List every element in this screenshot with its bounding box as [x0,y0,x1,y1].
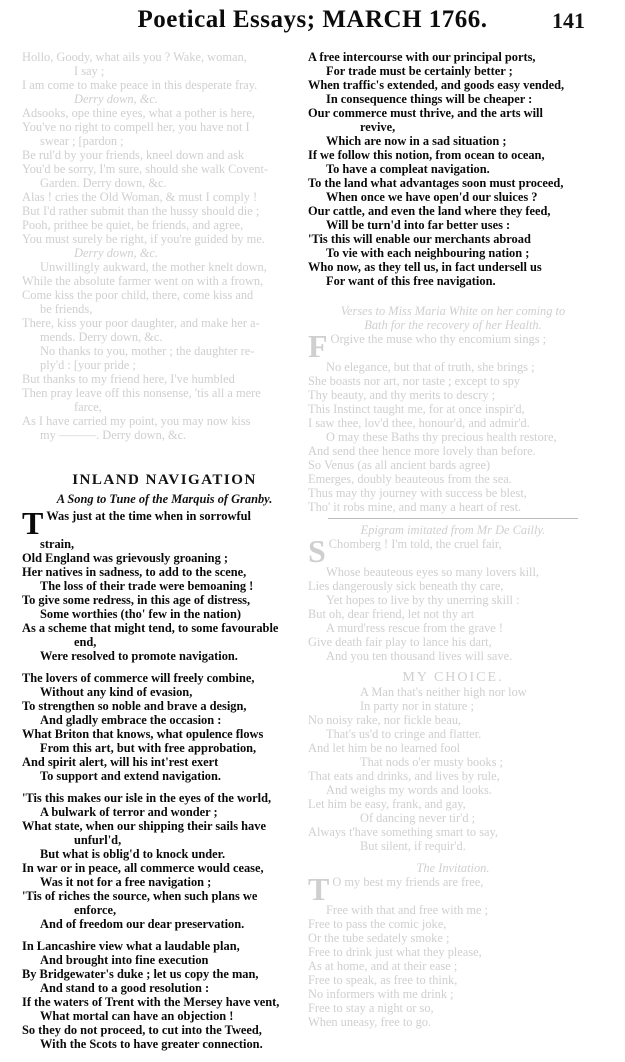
section-title: Verses to Miss Maria White on her coming to [340,304,566,318]
section-title: MY CHOICE. [402,671,504,685]
text-line: Our commerce must thrive, and the arts will [308,106,543,120]
text-line: To the land what advantages soon must proceed, [308,176,564,190]
text-line: And of freedom our dear preservation. [40,917,245,931]
text-line: Old England was grievously groaning ; [22,551,228,565]
text-line: Whose beauteous eyes so many lovers kill, [326,565,540,579]
text-line: S Chomberg ! I'm told, the cruel fair, [308,537,502,565]
text-line: If the waters of Trent with the Mersey have vent, [22,995,280,1009]
text-line: A bulwark of terror and wonder ; [40,805,218,819]
divider [328,518,578,519]
text-line: farce, [74,400,102,414]
text-line: In party nor in stature ; [360,699,474,713]
text-line: But I'd rather submit than the hussy should die ; [22,204,260,218]
text-line: The loss of their trade were bemoaning ! [40,579,254,593]
text-line: Unwillingly aukward, the mother knelt down, [40,260,267,274]
page-number: 141 [552,8,585,33]
text-line: 'Tis this makes our isle in the eyes of the world, [22,791,272,805]
text-line: strain, [40,537,75,551]
text-line: Free to speak, as free to think, [308,973,458,987]
text-line: enforce, [74,903,117,917]
text-line: When uneasy, free to go. [308,1015,432,1029]
text-line: T O my best my friends are free, [308,875,484,903]
text-line: But silent, if requir'd. [360,839,466,853]
section-title: Bath for the recovery of her Health. [364,318,542,332]
text-line: Some worthies (tho' few in the nation) [40,607,241,621]
text-line: As a scheme that might tend, to some favourable [22,621,279,635]
text-line: No informers with me drink ; [308,987,454,1001]
text-line: Our cattle, and even the land where they feed, [308,204,551,218]
text-line: As I have carried my point, you may now kiss [22,414,251,428]
text-line: Come kiss the poor child, there, come kiss and [22,288,254,302]
text-line: Tho' it robs mine, and many a heart of rest. [308,500,522,514]
text-line: But thanks to my friend here, I've humbled [22,372,235,386]
page-header [0,0,625,44]
text-line: T Was just at the time when in sorrowful [22,509,251,537]
text-line: When traffic's extended, and goods easy vended, [308,78,565,92]
text-line: A Man that's neither high nor low [360,685,527,699]
text-line: Emerges, doubly beauteous from the sea. [308,472,512,486]
text-line: In Lancashire view what a laudable plan, [22,939,240,953]
text-line: So Venus (as all ancient bards agree) [308,458,491,472]
text-line: I saw thee, lov'd thee, honour'd, and admir'd. [308,416,530,430]
text-line: Were resolved to promote navigation. [40,649,238,663]
text-line: And stand to a good resolution : [40,981,210,995]
text-line: The lovers of commerce will freely combine, [22,671,255,685]
text-line: Will be turn'd into far better uses : [326,218,511,232]
text-line: Hollo, Goody, what ails you ? Wake, woman, [22,50,247,64]
section-title: Epigram imitated from Mr De Cailly. [360,523,546,537]
text-line: be friends, [40,302,93,316]
text-line: 'Tis this will enable our merchants abroad [308,232,531,246]
text-line: Which are now in a sad situation ; [326,134,507,148]
text-line: my ———. Derry down, &c. [40,428,187,442]
text-line: With the Scots to have greater connection. [40,1037,263,1051]
text-line: What Briton that knows, what opulence flows [22,727,264,741]
text-line: Free to pass the comic joke, [308,917,447,931]
text-line: As at home, and at their ease ; [308,959,458,973]
text-line: If we follow this notion, from ocean to ocean, [308,148,545,162]
text-line: In consequence things will be cheaper : [326,92,533,106]
text-line: Always t'have something smart to say, [308,825,499,839]
text-line: Of dancing never tir'd ; [360,811,476,825]
text-line: For trade must be certainly better ; [326,64,513,78]
poem-title: INLAND NAVIGATION [72,472,257,488]
text-line: Was it not for a free navigation ; [40,875,212,889]
text-line: And spirit alert, will his int'rest exert [22,755,219,769]
text-line: That's us'd to cringe and flatter. [326,727,482,741]
text-line: No thanks to you, mother ; the daughter re- [40,344,255,358]
text-line: While the absolute farmer went on with a frown, [22,274,264,288]
text-line: O may these Baths thy precious health restore, [326,430,557,444]
text-line: You'd be sorry, I'm sure, should she walk Covent- [22,162,269,176]
text-line: To have a compleat navigation. [326,162,490,176]
text-line: And let him be no learned fool [308,741,461,755]
text-line: What mortal can have an objection ! [40,1009,234,1023]
text-line: That nods o'er musty books ; [360,755,503,769]
text-line: Derry down, &c. [74,246,158,260]
right-column [308,50,598,1029]
text-line: A murd'ress rescue from the grave ! [326,621,504,635]
text-line: But oh, dear friend, let not thy art [308,607,475,621]
text-line: No elegance, but that of truth, she brings ; [326,360,535,374]
text-line: What state, when our shipping their sails have [22,819,266,833]
text-line: Then pray leave off this nonsense, 'tis all a mere [22,386,261,400]
text-line: ply'd : [your pride ; [40,358,136,372]
text-line: Free with that and free with me ; [326,903,489,917]
section-title: The Invitation. [416,861,490,875]
text-line: swear ; [pardon ; [40,134,124,148]
inland-navigation-poem [22,509,307,1051]
text-line: Give death fair play to lance his dart, [308,635,492,649]
text-line: To support and extend navigation. [40,769,221,783]
text-line: unfurl'd, [74,833,122,847]
text-line: She boasts nor art, nor taste ; except to spy [308,374,520,388]
text-line: Who now, as they tell us, in fact undersell us [308,260,542,274]
text-line: Adsooks, ope thine eyes, what a pother is here, [22,106,255,120]
inland-navigation-continued [308,50,598,288]
text-line: You must surely be right, if you're guided by me. [22,232,265,246]
running-title: Poetical Essays; MARCH 1766. [137,6,488,33]
text-line: That eats and drinks, and lives by rule, [308,769,500,783]
text-line: Lies dangerously sick beneath thy care, [308,579,504,593]
text-line: A free intercourse with our principal ports, [308,50,536,64]
poem-subtitle: A Song to Tune of the Marquis of Granby. [56,492,273,506]
text-line: To strengthen so noble and brave a design, [22,699,247,713]
text-line: By Bridgewater's duke ; let us copy the man, [22,967,259,981]
text-line: And send thee hence more lovely than before. [308,444,536,458]
text-line: F Orgive the muse who thy encomium sings ; [308,332,547,360]
text-line: You've no right to compell her, you have not I [22,120,250,134]
text-line: Let him be easy, frank, and gay, [308,797,466,811]
text-line: Free to drink just what they please, [308,945,482,959]
text-line: And gladly embrace the occasion : [40,713,222,727]
text-line: To vie with each neighbouring nation ; [326,246,530,260]
text-line: Thy beauty, and thy merits to descry ; [308,388,496,402]
text-line: And you ten thousand lives will save. [326,649,513,663]
text-line: I say ; [74,64,105,78]
text-line: I am come to make peace in this desperate fray. [22,78,258,92]
text-line: Alas ! cries the Old Woman, & must I comply ! [22,190,258,204]
text-line: Yet hopes to live by thy unerring skill : [326,593,520,607]
text-line: From this art, but with free approbation, [40,741,257,755]
text-line: Be rul'd by your friends, kneel down and ask [22,148,245,162]
text-line: There, kiss your poor daughter, and make her a- [22,316,260,330]
text-line: But what is oblig'd to knock under. [40,847,226,861]
text-line: Free to stay a night or so, [308,1001,434,1015]
text-line: And weighs my words and looks. [326,783,492,797]
left-column [22,50,307,1051]
text-line: Garden. Derry down, &c. [40,176,167,190]
text-line: Pooh, prithee be quiet, be friends, and agree, [22,218,244,232]
text-line: For want of this free navigation. [326,274,496,288]
text-line: When once we have open'd our sluices ? [326,190,538,204]
text-line: mends. Derry down, &c. [40,330,163,344]
text-line: Her natives in sadness, to add to the scene, [22,565,247,579]
text-line: No noisy rake, nor fickle beau, [308,713,462,727]
text-line: To give some redress, in this age of distress, [22,593,251,607]
text-line: In war or in peace, all commerce would cease, [22,861,264,875]
faint-poem-top [22,50,307,442]
drop-cap: T [22,509,44,537]
text-line: 'Tis of riches the source, when such plans we [22,889,258,903]
text-line: And brought into fine execution [40,953,209,967]
text-line: Derry down, &c. [74,92,158,106]
faint-verses [308,304,598,1029]
text-line: This Instinct taught me, for at once inspir'd, [308,402,525,416]
text-line: So they do not proceed, to cut into the Tweed, [22,1023,262,1037]
text-line: Or the tube sedately smoke ; [308,931,450,945]
text-line: end, [74,635,97,649]
text-line: Without any kind of evasion, [40,685,193,699]
text-line: Thus may thy journey with success be blest, [308,486,527,500]
text-line: revive, [360,120,396,134]
